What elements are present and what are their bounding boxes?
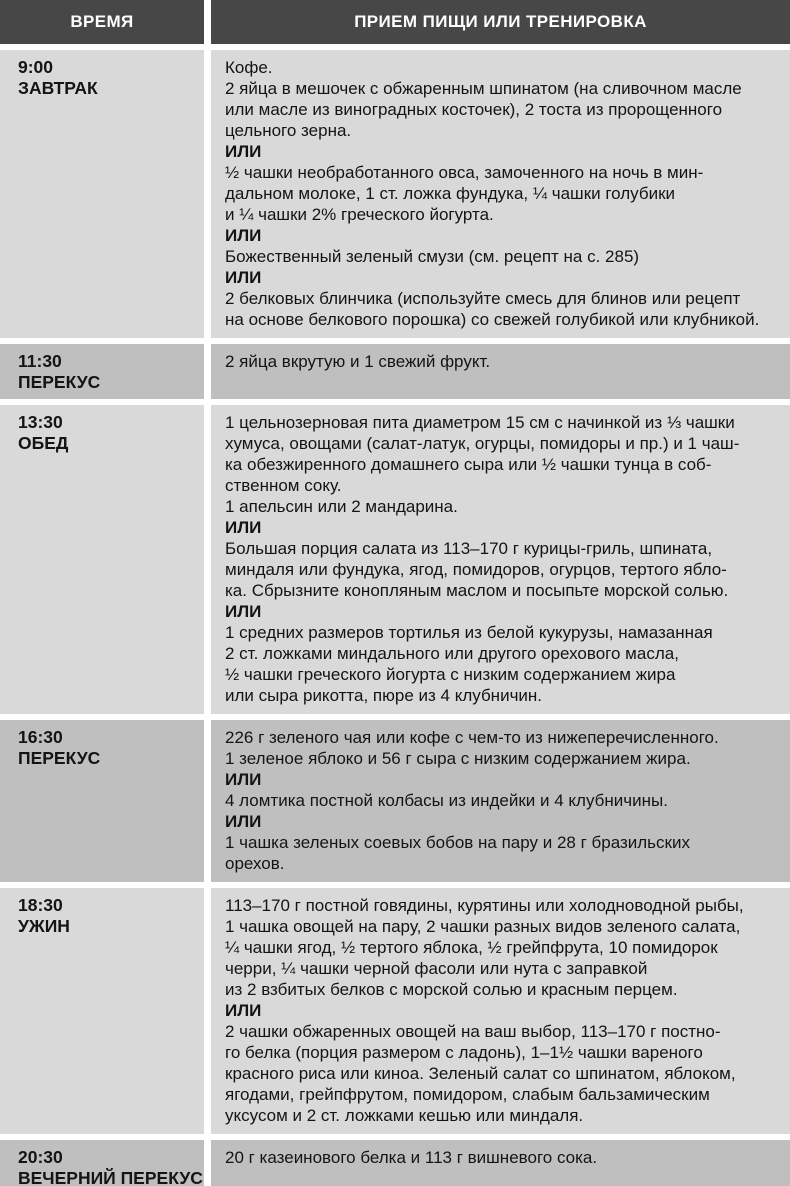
or-separator: ИЛИ [225, 602, 262, 621]
meal-line: на основе белкового порошка) со свежей голубикой или клубникой. [225, 310, 760, 329]
or-separator: ИЛИ [225, 226, 262, 245]
header-meal-label: ПРИЕМ ПИЩИ ИЛИ ТРЕНИРОВКА [354, 12, 647, 31]
meal-line: или масле из виноградных косточек), 2 тоста из пророщенного [225, 100, 723, 119]
row-content-cell [211, 405, 790, 714]
meal-line: уксусом и 2 ст. ложками кешью или миндаля. [225, 1106, 584, 1125]
meal-line: 2 белковых блинчика (используйте смесь для блинов или рецепт [225, 289, 741, 308]
meal-line: ½ чашки греческого йогурта с низким содержанием жира [225, 665, 676, 684]
meal-line: ственном соку. [225, 476, 342, 495]
table-header-row [0, 0, 790, 44]
meal-line: и ¼ чашки 2% греческого йогурта. [225, 205, 494, 224]
meal-line: 1 чашка зеленых соевых бобов на пару и 28 г бразильских [225, 833, 690, 852]
row-content-cell [211, 50, 790, 338]
meal-line: красного риса или киноа. Зеленый салат со шпинатом, яблоком, [225, 1064, 736, 1083]
meal-line: 1 чашка овощей на пару, 2 чашки разных видов зеленого салата, [225, 917, 741, 936]
row-meal-label: ВЕЧЕРНИЙ ПЕРЕКУС [18, 1168, 203, 1186]
meal-line: 1 зеленое яблоко и 56 г сыра с низким содержанием жира. [225, 749, 691, 768]
row-meal-label: ЗАВТРАК [18, 78, 98, 98]
meal-line: черри, ¼ чашки черной фасоли или нута с заправкой [225, 959, 648, 978]
row-time: 18:30 [18, 895, 63, 915]
or-separator: ИЛИ [225, 142, 262, 161]
meal-line: го белка (порция размером с ладонь), 1–1½ чашки вареного [225, 1043, 703, 1062]
row-time-cell [0, 888, 204, 1134]
row-meal-label: ПЕРЕКУС [18, 372, 101, 392]
or-separator: ИЛИ [225, 268, 262, 287]
table-row [0, 344, 790, 399]
table-row [0, 888, 790, 1134]
row-time: 11:30 [18, 351, 62, 371]
meal-line: 1 апельсин или 2 мандарина. [225, 497, 458, 516]
meal-line: ¼ чашки ягод, ½ тертого яблока, ½ грейпфрута, 10 помидорок [225, 938, 718, 957]
meal-line: 20 г казеинового белка и 113 г вишневого сока. [225, 1148, 598, 1167]
meal-line: миндаля или фундука, ягод, помидоров, огурцов, тертого ябло- [225, 560, 727, 579]
meal-line: ягодами, грейпфрутом, помидором, слабым бальзамическим [225, 1085, 710, 1104]
row-content-cell [211, 1140, 790, 1186]
table-row [0, 1140, 790, 1186]
row-time-cell [0, 405, 204, 714]
row-time-cell [0, 344, 204, 399]
header-cell-time [0, 0, 204, 44]
meal-line: 2 яйца в мешочек с обжаренным шпинатом (на сливочном масле [225, 79, 742, 98]
meal-line: 2 ст. ложками миндального или другого орехового масла, [225, 644, 679, 663]
meal-line: из 2 взбитых белков с морской солью и красным перцем. [225, 980, 678, 999]
row-meal-label: ПЕРЕКУС [18, 748, 101, 768]
meal-line: 2 чашки обжаренных овощей на ваш выбор, 113–170 г постно- [225, 1022, 721, 1041]
row-time: 20:30 [18, 1147, 63, 1167]
header-cell-meal [211, 0, 790, 44]
meal-line: Кофе. [225, 58, 273, 77]
meal-line: ка. Сбрызните конопляным маслом и посыпьте морской солью. [225, 581, 729, 600]
meal-line: 1 цельнозерновая пита диаметром 15 см с начинкой из ⅓ чашки [225, 413, 735, 432]
row-time-cell [0, 1140, 204, 1186]
or-separator: ИЛИ [225, 1001, 262, 1020]
meal-line: 1 средних размеров тортилья из белой кукурузы, намазанная [225, 623, 713, 642]
row-time-cell [0, 50, 204, 338]
table-body [0, 50, 790, 1186]
meal-line: ка обезжиренного домашнего сыра или ½ чашки тунца в соб- [225, 455, 712, 474]
row-content-cell [211, 344, 790, 399]
row-time: 16:30 [18, 727, 63, 747]
table-row [0, 50, 790, 338]
or-separator: ИЛИ [225, 518, 262, 537]
meal-line: орехов. [225, 854, 285, 873]
meal-line: Божественный зеленый смузи (см. рецепт на с. 285) [225, 247, 640, 266]
row-time: 9:00 [18, 57, 54, 77]
meal-line: хумуса, овощами (салат-латук, огурцы, помидоры и пр.) и 1 чаш- [225, 434, 740, 453]
or-separator: ИЛИ [225, 812, 262, 831]
row-time-cell [0, 720, 204, 882]
meal-line: Большая порция салата из 113–170 г курицы-гриль, шпината, [225, 539, 713, 558]
meal-line: дальном молоке, 1 ст. ложка фундука, ¼ чашки голубики [225, 184, 676, 203]
meal-line: 2 яйца вкрутую и 1 свежий фрукт. [225, 352, 491, 371]
meal-line: 113–170 г постной говядины, курятины или холодноводной рыбы, [225, 896, 744, 915]
table-row [0, 720, 790, 882]
row-time: 13:30 [18, 412, 63, 432]
row-meal-label: УЖИН [18, 916, 70, 936]
row-content-cell [211, 888, 790, 1134]
or-separator: ИЛИ [225, 770, 262, 789]
header-time-label: ВРЕМЯ [70, 12, 134, 31]
row-meal-label: ОБЕД [18, 433, 69, 453]
meal-line: или сыра рикотта, пюре из 4 клубничин. [225, 686, 543, 705]
meal-line: 226 г зеленого чая или кофе с чем-то из нижеперечисленного. [225, 728, 719, 747]
meal-line: 4 ломтика постной колбасы из индейки и 4 клубничины. [225, 791, 668, 810]
meal-line: цельного зерна. [225, 121, 352, 140]
table-row [0, 405, 790, 714]
row-content-cell [211, 720, 790, 882]
meal-line: ½ чашки необработанного овса, замоченного на ночь в мин- [225, 163, 704, 182]
